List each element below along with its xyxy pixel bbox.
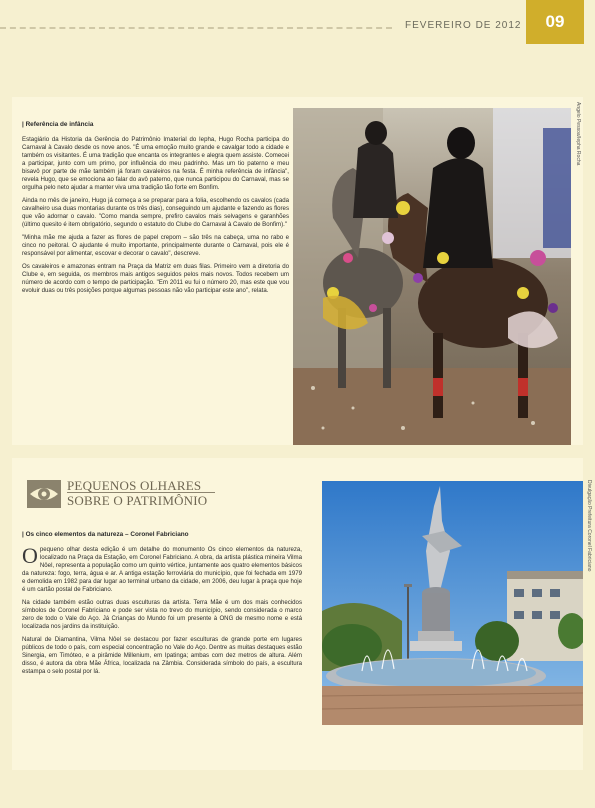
header-divider (0, 27, 392, 29)
photo-credit: Divulgação Prefeitura Coronel Fabriciano (586, 480, 592, 572)
section-subtitle: | Os cinco elementos da natureza – Coronel Fabriciano (22, 531, 189, 538)
sculpture-photo (322, 481, 583, 725)
eye-icon (27, 480, 61, 508)
paragraph: "Minha mãe me ajuda a fazer as flores de papel crepom – são três na cabeça, uma no rabo e cinco no peitoral. O ajudante é muito importante, principalmente durante o Carnaval, pois ele é responsável por alimentar, escovar e decorar o cavalo", descreve. (22, 234, 289, 257)
paragraph: Os cavaleiros e amazonas entram na Praça da Matriz em duas filas. Primeiro vem a diretoria do Clube e, em seguida, os membros mais antigos seguidos pelos mais novos. Todos recebem um número de acordo com o tempo de participação. "Em 2011 eu fui o número 20, mas este que vou evoluir duas ou três posições porque algumas pessoas não vão participar este ano", relata. (22, 263, 289, 294)
paragraph: Natural de Diamantina, Vilma Nôel se destacou por fazer esculturas de grande porte em lugares públicos de todo o país, com especial concentração no Vale do Aço. Dentre as muitas destaques estão Sinergia, em Timóteo, e a pirâmide Millenium, em Ipatinga; ambas com dez metros de altura. Além disso, é autora da obra Mãe África, localizada na Zâmbia. Considerada símbolo do país, a escultura estampa o selo postal por lá. (22, 636, 302, 675)
pequenos-olhares-logo (27, 478, 227, 522)
issue-date: FEVEREIRO DE 2012 (405, 20, 522, 31)
photo-credit: Angelo Pessoa/Iepha Rocha (575, 102, 581, 166)
paragraph: Estagiário da Historia da Gerência do Patrimônio Imaterial do Iepha, Hugo Rocha participa do Carnaval à Cavalo desde os nove anos. "É uma emoção muito grande e cavalgar todo a cidade e também os visitantes. É uma tradição que encanta os integrantes e alegra quem assiste. Comecei a participar, junto com um primo, por influência do meu padrinho. Mas um tio paterno e meu bisavô por parte de mãe também já foram cavaleiros na festa. É minha referência de infância", revela Hugo, que se emociona ao falar do avô paterno, que nunca participou do Carnaval, mas se orgulha pelo neto ajudar a manter viva uma tradição tão forte em Bonfim. (22, 136, 289, 191)
logo-line-1: PEQUENOS OLHARES (67, 478, 202, 493)
carnival-horse-photo (293, 108, 571, 445)
page-number: 09 (526, 0, 584, 44)
paragraph: Ainda no mês de janeiro, Hugo já começa a se preparar para a folia, escolhendo os cavalos (cada cavalheiro usa duas montarias durante os três dias), conseguindo um ajudante e fazendo as flores que vão adornar o cavalo. "Como manda sempre, prefiro cavalos mais selvagens e garanhões (último quesito é item obrigatório, segundo o estatuto do Clube do Carnaval à Cavalo de Bonfim)." (22, 197, 289, 228)
paragraph: Opequeno olhar desta edição é um detalhe do monumento Os cinco elementos da natureza, localizado na Praça da Estação, em Coronel Fabriciano. A obra, da artista plástica mineira Vilma Nôel, representa a população como um quinto vértice, juntamente aos quatro elementos básicos da natureza: fogo, terra, água e ar. A antiga estação ferroviária do município, que foi fechada em 1979 e demolida em 1982 para dar lugar ao terminal urbano da cidade, em 2006, deu lugar à praça que hoje é um cartão postal de Fabriciano. (22, 543, 302, 593)
paragraph: Na cidade também estão outras duas esculturas da artista. Terra Mãe é um dos mais conhecidos símbolos de Coronel Fabriciano e pode ser vista no trevo do município, sendo considerada o marco zero de todo o Vale do Aço. Já Crianças do Mundo foi um presente à ONG de mesmo nome e está localizada nos jardins da instituição. (22, 599, 302, 630)
article-column (22, 531, 302, 681)
logo-line-2: SOBRE O PATRIMÔNIO (67, 493, 208, 508)
drop-cap: O (22, 543, 38, 568)
article-column (22, 121, 289, 300)
section-subtitle: | Referência de infância (22, 121, 94, 128)
